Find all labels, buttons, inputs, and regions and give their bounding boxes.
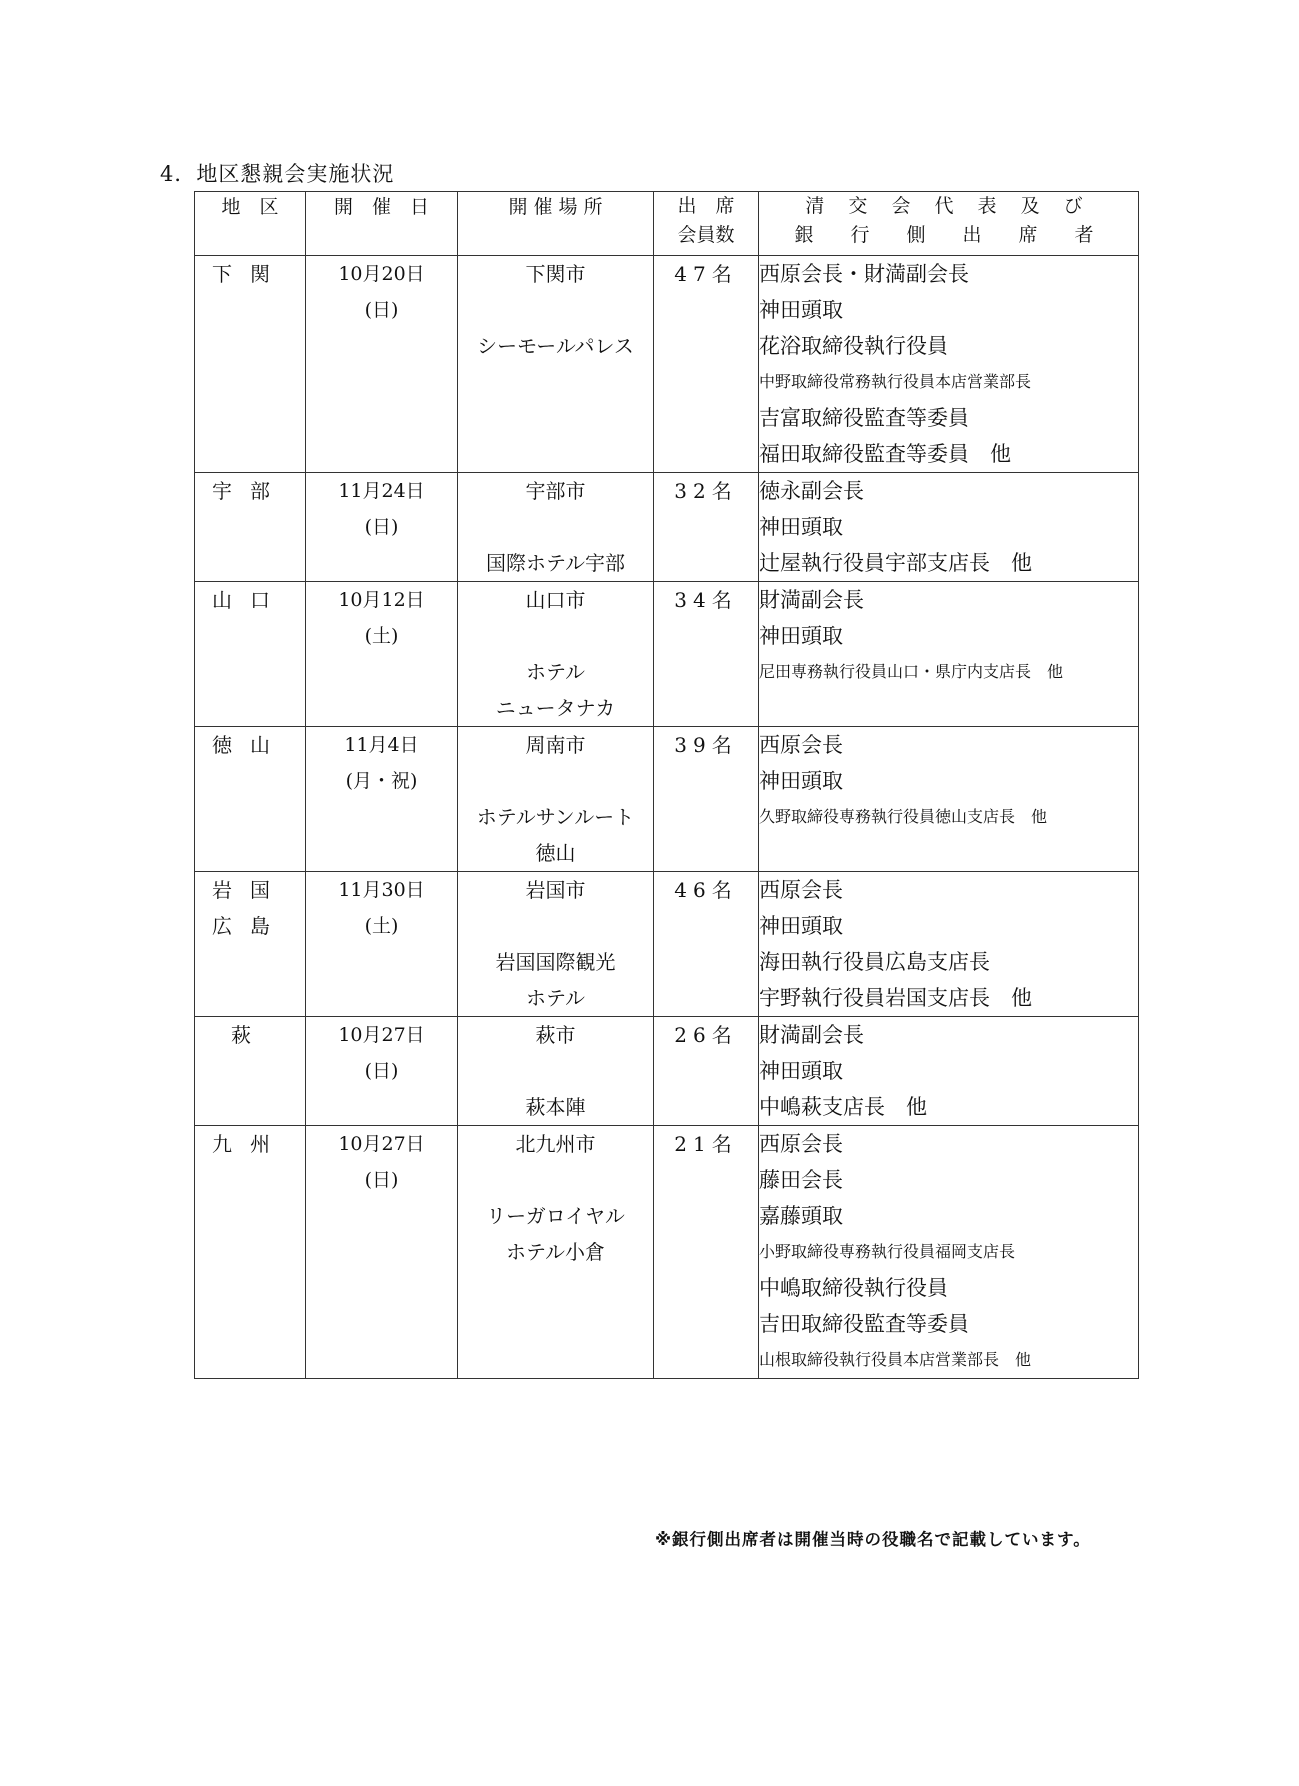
member-count: 21名 xyxy=(674,1132,738,1156)
event-date: 10月27日 xyxy=(338,1133,425,1155)
venue-name: 萩本陣 xyxy=(525,1095,586,1119)
venue-city: 萩市 xyxy=(535,1023,576,1047)
header-attendees-line2: 銀 行 側 出 席 者 xyxy=(794,224,1103,246)
header-date: 開 催 日 xyxy=(306,192,458,256)
header-venue: 開 催 場 所 xyxy=(458,192,654,256)
header-row xyxy=(195,192,1139,256)
venue-cell xyxy=(458,256,654,473)
attendees-cell xyxy=(759,727,1139,872)
event-date: 11月24日 xyxy=(338,480,425,502)
attendee-name: 花浴取締役執行役員 xyxy=(759,334,948,358)
table-row xyxy=(195,1017,1139,1126)
attendees-cell xyxy=(759,473,1139,582)
venue-city: 周南市 xyxy=(525,733,586,757)
event-date: 10月12日 xyxy=(338,589,425,611)
area-cell xyxy=(195,582,306,727)
event-date: 11月4日 xyxy=(344,734,419,756)
attendee-name: 神田頭取 xyxy=(759,298,843,322)
venue-name: 岩国国際観光 xyxy=(495,950,616,974)
attendee-name: 神田頭取 xyxy=(759,769,843,793)
area-name: 下関 xyxy=(212,262,288,286)
venue-name: リーガロイヤル xyxy=(486,1204,625,1228)
member-count: 26名 xyxy=(674,1023,738,1047)
member-count: 47名 xyxy=(674,262,738,286)
attendee-name: 吉田取締役監査等委員 xyxy=(759,1312,969,1336)
header-attendees-line1: 清 交 会 代 表 及 び xyxy=(805,195,1092,217)
attendee-name: 小野取締役専務執行役員福岡支店長 xyxy=(759,1242,1016,1261)
event-weekday: (日) xyxy=(364,1060,399,1082)
member-count: 46名 xyxy=(674,878,738,902)
event-date: 10月27日 xyxy=(338,1024,425,1046)
event-weekday: (日) xyxy=(364,516,399,538)
area-name: 萩 xyxy=(231,1023,269,1047)
attendee-name: 財満副会長 xyxy=(759,1023,864,1047)
attendees-cell xyxy=(759,1126,1139,1379)
attendee-name: 福田取締役監査等委員 他 xyxy=(759,442,1011,466)
attendee-name: 中野取締役常務執行役員本店営業部長 xyxy=(759,372,1032,391)
attendee-name: 神田頭取 xyxy=(759,515,843,539)
venue-name: ホテル xyxy=(526,660,585,684)
count-cell xyxy=(654,872,759,1017)
area-cell xyxy=(195,872,306,1017)
table-row xyxy=(195,872,1139,1017)
attendee-name: 財満副会長 xyxy=(759,588,864,612)
venue-cell xyxy=(458,1017,654,1126)
area-name: 徳山 xyxy=(212,733,288,757)
area-name: 山口 xyxy=(212,588,288,612)
section-heading: 4．地区懇親会実施状況 xyxy=(160,162,395,186)
attendees-cell xyxy=(759,872,1139,1017)
header-attendees xyxy=(759,192,1139,256)
attendee-name: 久野取締役専務執行役員徳山支店長 他 xyxy=(759,807,1048,826)
event-date: 11月30日 xyxy=(338,879,425,901)
attendee-name: 嘉藤頭取 xyxy=(759,1204,843,1228)
event-weekday: (土) xyxy=(364,915,399,937)
attendee-name: 山根取締役執行役員本店営業部長 他 xyxy=(759,1350,1032,1369)
date-cell xyxy=(306,256,458,473)
header-count-line2: 会員数 xyxy=(677,224,735,246)
table-row xyxy=(195,727,1139,872)
date-cell xyxy=(306,727,458,872)
event-weekday: (土) xyxy=(364,625,399,647)
venue-city: 北九州市 xyxy=(515,1132,596,1156)
area-cell xyxy=(195,727,306,872)
header-count xyxy=(654,192,759,256)
area-name: 岩国 xyxy=(212,878,288,902)
attendee-name: 吉富取締役監査等委員 xyxy=(759,406,969,430)
attendee-name: 中嶋取締役執行役員 xyxy=(759,1276,948,1300)
area-cell xyxy=(195,1017,306,1126)
venue-cell xyxy=(458,727,654,872)
date-cell xyxy=(306,1126,458,1379)
footnote: ※銀行側出席者は開催当時の役職名で記載しています。 xyxy=(655,1530,1091,1549)
date-cell xyxy=(306,473,458,582)
attendee-name: 西原会長 xyxy=(759,878,843,902)
attendee-name: 西原会長 xyxy=(759,1132,843,1156)
date-cell xyxy=(306,582,458,727)
count-cell xyxy=(654,582,759,727)
area-cell xyxy=(195,473,306,582)
venue-name: ニュータナカ xyxy=(495,696,616,720)
venue-name: シーモールパレス xyxy=(477,334,634,358)
attendee-name: 宇野執行役員岩国支店長 他 xyxy=(759,986,1032,1010)
gathering-table xyxy=(194,191,1139,1379)
member-count: 39名 xyxy=(674,733,738,757)
count-cell xyxy=(654,1126,759,1379)
event-date: 10月20日 xyxy=(338,263,425,285)
attendee-name: 海田執行役員広島支店長 xyxy=(759,950,990,974)
attendee-name: 辻屋執行役員宇部支店長 他 xyxy=(759,551,1032,575)
venue-city: 宇部市 xyxy=(525,479,586,503)
count-cell xyxy=(654,1017,759,1126)
date-cell xyxy=(306,1017,458,1126)
venue-city: 山口市 xyxy=(525,588,586,612)
header-count-line1: 出 席 xyxy=(677,195,735,217)
venue-name: 国際ホテル宇部 xyxy=(486,551,625,575)
attendees-cell xyxy=(759,1017,1139,1126)
venue-city: 下関市 xyxy=(525,262,586,286)
event-weekday: (月・祝) xyxy=(345,770,418,792)
attendee-name: 西原会長・財満副会長 xyxy=(759,262,969,286)
attendee-name: 西原会長 xyxy=(759,733,843,757)
table-row xyxy=(195,1126,1139,1379)
count-cell xyxy=(654,256,759,473)
area-cell xyxy=(195,1126,306,1379)
attendees-cell xyxy=(759,256,1139,473)
venue-cell xyxy=(458,1126,654,1379)
date-cell xyxy=(306,872,458,1017)
venue-cell xyxy=(458,473,654,582)
venue-cell xyxy=(458,582,654,727)
attendee-name: 尼田専務執行役員山口・県庁内支店長 他 xyxy=(759,662,1064,681)
header-area: 地 区 xyxy=(195,192,306,256)
attendee-name: 神田頭取 xyxy=(759,1059,843,1083)
count-cell xyxy=(654,727,759,872)
attendee-name: 藤田会長 xyxy=(759,1168,843,1192)
member-count: 34名 xyxy=(674,588,738,612)
table-row xyxy=(195,582,1139,727)
attendee-name: 神田頭取 xyxy=(759,624,843,648)
event-weekday: (日) xyxy=(364,299,399,321)
venue-name: ホテル小倉 xyxy=(506,1240,605,1264)
member-count: 32名 xyxy=(674,479,738,503)
venue-name: ホテルサンルート xyxy=(476,805,635,829)
venue-cell xyxy=(458,872,654,1017)
event-weekday: (日) xyxy=(364,1169,399,1191)
venue-name: ホテル xyxy=(526,986,585,1010)
venue-name: 徳山 xyxy=(535,841,576,865)
area-name: 宇部 xyxy=(212,479,288,503)
attendee-name: 中嶋萩支店長 他 xyxy=(759,1095,927,1119)
attendees-cell xyxy=(759,582,1139,727)
count-cell xyxy=(654,473,759,582)
area-name: 広島 xyxy=(212,914,288,938)
attendee-name: 神田頭取 xyxy=(759,914,843,938)
area-cell xyxy=(195,256,306,473)
table-row xyxy=(195,256,1139,473)
table-row xyxy=(195,473,1139,582)
venue-city: 岩国市 xyxy=(525,878,586,902)
area-name: 九州 xyxy=(212,1132,288,1156)
attendee-name: 徳永副会長 xyxy=(759,479,864,503)
